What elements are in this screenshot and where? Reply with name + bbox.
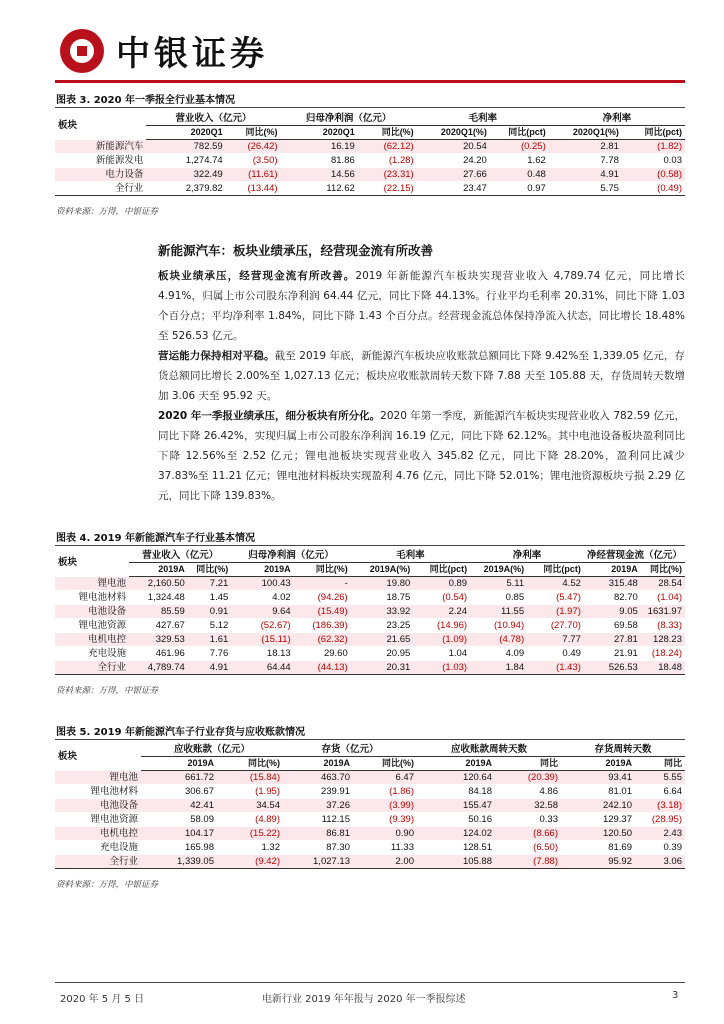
table-cell: 7.76	[188, 647, 232, 661]
table-cell: 50.16	[417, 813, 495, 827]
fig4-first-col-header: 板块	[58, 557, 78, 569]
row-label: 全行业	[55, 855, 141, 869]
table-cell: 4,789.74	[129, 661, 188, 675]
table-cell: 33.92	[351, 605, 414, 619]
table-row	[55, 182, 685, 196]
table-cell: 95.92	[561, 855, 635, 869]
paragraph-2-text: 截至 2019 年底，新能源汽车板块应收账款总额同比下降 9.42%至 1,339.05 亿元，存货总额同比增长 2.00%至 1,027.13 亿元；板块应收账款周转天数下降 7.88 天至 105.88 天，存货周转天数增加 3.06 天至 95.92 天。	[158, 350, 686, 402]
table-cell: 0.39	[635, 841, 685, 855]
table-row	[55, 813, 685, 827]
table-cell: 4.52	[527, 577, 584, 591]
fig5-group-header: 存货周转天数	[561, 743, 685, 757]
table-cell: 1.61	[188, 633, 232, 647]
fig5-group-header: 应收账款周转天数	[417, 743, 561, 757]
table-cell: 11.55	[470, 605, 527, 619]
fig5-subheader: 2019A	[561, 757, 635, 771]
paragraph-1	[158, 266, 685, 346]
table-cell: (44.13)	[294, 661, 351, 675]
table-row	[55, 168, 685, 182]
table-cell: 27.66	[417, 168, 490, 182]
table-cell: (15.84)	[217, 771, 283, 785]
fig3-subheader: 同比(pct)	[622, 126, 685, 140]
table-cell: 29.60	[294, 647, 351, 661]
table-cell: (14.96)	[413, 619, 470, 633]
table-cell: 1,339.05	[141, 855, 217, 869]
row-label: 全行业	[55, 661, 129, 675]
fig3-subheader: 同比(%)	[226, 126, 281, 140]
table-cell: 7.77	[527, 633, 584, 647]
table-cell: 0.90	[353, 827, 417, 841]
table-row	[55, 154, 685, 168]
table-cell: 4.86	[495, 785, 561, 799]
fig4-subheader: 2019A	[584, 563, 641, 577]
figure-3-title: 图表 3. 2020 年一季报全行业基本情况	[56, 95, 236, 106]
fig3-group-header: 归母净利润（亿元）	[281, 112, 417, 126]
table-cell: 427.67	[129, 619, 188, 633]
paragraph-1-text: 2019 年新能源汽车板块实现营业收入 4,789.74 亿元，同比增长 4.91%，归属上市公司股东净利润 64.44 亿元，同比下降 44.13%。行业平均毛利率 20.31%，同比下降 1.03 个百分点；平均净利率 1.84%，同比下降 1.43 个百分点。经营现金流总体保持净流入状态，同比增长 18.48%至 526.53 亿元。	[158, 270, 686, 342]
table-cell: 5.11	[470, 577, 527, 591]
table-cell: (15.22)	[217, 827, 283, 841]
table-cell: 18.48	[641, 661, 685, 675]
table-row	[55, 647, 685, 661]
table-cell: (62.32)	[294, 633, 351, 647]
table-cell: 20.54	[417, 140, 490, 154]
table-cell: 322.49	[146, 168, 225, 182]
table-cell: 315.48	[584, 577, 641, 591]
fig3-subheader: 2020Q1	[146, 126, 225, 140]
table-cell: 20.31	[351, 661, 414, 675]
table-cell: 1,027.13	[283, 855, 353, 869]
table-cell: (23.31)	[358, 168, 417, 182]
fig5-subheader: 同比	[635, 757, 685, 771]
table-cell: (15.49)	[294, 605, 351, 619]
table-cell: (28.95)	[635, 813, 685, 827]
table-cell: (4.78)	[470, 633, 527, 647]
company-name: 中银证券	[116, 34, 268, 74]
table-row	[55, 827, 685, 841]
table-cell: 23.25	[351, 619, 414, 633]
table-cell: (22.15)	[358, 182, 417, 196]
table-cell: 242.10	[561, 799, 635, 813]
fig3-group-header: 营业收入（亿元）	[146, 112, 280, 126]
table-cell: 4.91	[549, 168, 622, 182]
table-cell: 4.02	[231, 591, 293, 605]
table-cell: (1.03)	[413, 661, 470, 675]
table-cell: (5.47)	[527, 591, 584, 605]
table-cell: 16.19	[281, 140, 358, 154]
table-cell: 69.58	[584, 619, 641, 633]
fig4-subheader: 同比(pct)	[527, 563, 584, 577]
table-cell: 2,160.50	[129, 577, 188, 591]
table-cell: 0.85	[470, 591, 527, 605]
company-logo	[60, 26, 268, 75]
table-cell: 5.12	[188, 619, 232, 633]
row-label: 锂电池材料	[55, 785, 141, 799]
fig4-subheader: 2019A(%)	[351, 563, 414, 577]
table-cell: (11.61)	[226, 168, 281, 182]
table-cell: 306.67	[141, 785, 217, 799]
fig4-group-header: 归母净利润（亿元）	[231, 549, 350, 563]
row-label: 锂电池资源	[55, 813, 141, 827]
table-cell: -	[294, 577, 351, 591]
table-cell: 0.49	[527, 647, 584, 661]
table-row	[55, 633, 685, 647]
table-cell: 0.89	[413, 577, 470, 591]
fig3-subheader: 2020Q1(%)	[549, 126, 622, 140]
table-cell: (7.88)	[495, 855, 561, 869]
table-row	[55, 577, 685, 591]
table-cell: (8.66)	[495, 827, 561, 841]
row-label: 充电设施	[55, 647, 129, 661]
fig4-subheader: 2019A(%)	[470, 563, 527, 577]
table-cell: (1.28)	[358, 154, 417, 168]
row-label: 锂电池	[55, 577, 129, 591]
table-cell: (94.26)	[294, 591, 351, 605]
table-cell: (52.67)	[231, 619, 293, 633]
row-label: 充电设施	[55, 841, 141, 855]
table-cell: 28.54	[641, 577, 685, 591]
table-cell: 0.97	[490, 182, 549, 196]
row-label: 锂电池材料	[55, 591, 129, 605]
table-cell: 112.15	[283, 813, 353, 827]
table-cell: (1.86)	[353, 785, 417, 799]
table-cell: 23.47	[417, 182, 490, 196]
row-label: 全行业	[55, 182, 146, 196]
row-label: 新能源汽车	[55, 140, 146, 154]
table-cell: 2.24	[413, 605, 470, 619]
row-label: 新能源发电	[55, 154, 146, 168]
section-title: 新能源汽车：板块业绩承压，经营现金流有所改善	[158, 243, 434, 258]
table-cell: 165.98	[141, 841, 217, 855]
table-cell: 1631.97	[641, 605, 685, 619]
table-cell: (9.39)	[353, 813, 417, 827]
table-cell: (0.49)	[622, 182, 685, 196]
table-cell: 9.05	[584, 605, 641, 619]
table-cell: (27.70)	[527, 619, 584, 633]
table-cell: (18.24)	[641, 647, 685, 661]
table-cell: 1.04	[413, 647, 470, 661]
table-cell: 84.18	[417, 785, 495, 799]
fig5-group-header: 应收账款（亿元）	[141, 743, 283, 757]
table-cell: 2,379.82	[146, 182, 225, 196]
paragraph-2-lead: 营运能力保持相对平稳。	[158, 350, 275, 362]
table-row	[55, 140, 685, 154]
table-cell: 526.53	[584, 661, 641, 675]
fig4-subheader: 同比(%)	[294, 563, 351, 577]
table-cell: 129.37	[561, 813, 635, 827]
table-cell: 34.54	[217, 799, 283, 813]
table-row	[55, 785, 685, 799]
paragraph-2	[158, 346, 685, 406]
table-row	[55, 661, 685, 675]
figure-4-table	[55, 549, 685, 675]
table-cell: 81.69	[561, 841, 635, 855]
table-cell: (1.04)	[641, 591, 685, 605]
fig4-group-header: 毛利率	[351, 549, 470, 563]
paragraph-3	[158, 406, 685, 506]
table-row	[55, 855, 685, 869]
fig3-subheader: 同比(%)	[358, 126, 417, 140]
figure-4-title: 图表 4. 2019 年新能源汽车子行业基本情况	[56, 533, 256, 544]
header-rule	[55, 80, 685, 83]
table-cell: (3.50)	[226, 154, 281, 168]
table-cell: 20.95	[351, 647, 414, 661]
figure-4-rule	[55, 545, 685, 546]
footer-date: 2020 年 5 月 5 日	[60, 994, 145, 1005]
table-cell: (8.33)	[641, 619, 685, 633]
table-cell: 104.17	[141, 827, 217, 841]
table-cell: 19.80	[351, 577, 414, 591]
table-cell: 14.56	[281, 168, 358, 182]
table-cell: 1.32	[217, 841, 283, 855]
figure-5-rule	[55, 739, 685, 740]
row-label: 电池设备	[55, 605, 129, 619]
table-cell: 4.09	[470, 647, 527, 661]
table-cell: 93.41	[561, 771, 635, 785]
table-cell: 37.26	[283, 799, 353, 813]
table-cell: 124.02	[417, 827, 495, 841]
figure-5-table	[55, 743, 685, 869]
fig4-group-header: 净利率	[470, 549, 584, 563]
table-cell: 5.55	[635, 771, 685, 785]
row-label: 电机电控	[55, 827, 141, 841]
table-row	[55, 841, 685, 855]
table-cell: 0.33	[495, 813, 561, 827]
row-label: 锂电池	[55, 771, 141, 785]
row-label: 电力设备	[55, 168, 146, 182]
table-cell: 329.53	[129, 633, 188, 647]
table-row	[55, 799, 685, 813]
row-label: 锂电池资源	[55, 619, 129, 633]
table-cell: 100.43	[231, 577, 293, 591]
table-cell: 27.81	[584, 633, 641, 647]
fig5-subheader: 同比(%)	[217, 757, 283, 771]
table-cell: (9.42)	[217, 855, 283, 869]
table-cell: 87.30	[283, 841, 353, 855]
figure-3-table	[55, 112, 685, 196]
figure-3-source: 资料来源：万得，中银证券	[56, 207, 159, 217]
table-cell: 2.43	[635, 827, 685, 841]
fig3-subheader: 2020Q1	[281, 126, 358, 140]
table-cell: 82.70	[584, 591, 641, 605]
fig3-subheader: 同比(pct)	[490, 126, 549, 140]
table-cell: 1.45	[188, 591, 232, 605]
table-cell: 58.09	[141, 813, 217, 827]
fig5-subheader: 2019A	[417, 757, 495, 771]
table-cell: (6.50)	[495, 841, 561, 855]
table-cell: 661.72	[141, 771, 217, 785]
fig4-subheader: 2019A	[129, 563, 188, 577]
table-cell: 7.78	[549, 154, 622, 168]
table-cell: 21.65	[351, 633, 414, 647]
table-cell: 18.75	[351, 591, 414, 605]
table-cell: 239.91	[283, 785, 353, 799]
table-cell: 42.41	[141, 799, 217, 813]
bank-of-china-logo-icon	[60, 29, 104, 73]
table-cell: (1.97)	[527, 605, 584, 619]
table-cell: 81.86	[281, 154, 358, 168]
row-label: 电机电控	[55, 633, 129, 647]
table-cell: 3.06	[635, 855, 685, 869]
footer-title: 电新行业 2019 年年报与 2020 年一季报综述	[262, 994, 466, 1005]
table-cell: (0.25)	[490, 140, 549, 154]
table-cell: 6.47	[353, 771, 417, 785]
fig4-subheader: 同比(%)	[641, 563, 685, 577]
fig5-subheader: 同比	[495, 757, 561, 771]
table-cell: (4.89)	[217, 813, 283, 827]
figure-5-title: 图表 5. 2019 年新能源汽车子行业存货与应收账款情况	[56, 727, 306, 738]
table-cell: 4.91	[188, 661, 232, 675]
table-cell: 32.58	[495, 799, 561, 813]
table-cell: 24.20	[417, 154, 490, 168]
table-cell: 128.51	[417, 841, 495, 855]
table-cell: (1.09)	[413, 633, 470, 647]
table-cell: 81.01	[561, 785, 635, 799]
figure-5-source: 资料来源：万得，中银证券	[56, 880, 159, 890]
paragraph-3-text: 2020 年第一季度，新能源汽车板块实现营业收入 782.59 亿元，同比下降 26.42%，实现归属上市公司股东净利润 16.19 亿元，同比下降 62.12%。其中电池设备板块盈利同比下降 12.56%至 2.52 亿元；锂电池板块实现营业收入 345.82 亿元，同比下降 28.20%，盈利同比减少 37.83%至 11.21 亿元；锂电池材料板块实现盈利 4.76 亿元，同比下降 52.01%；锂电池资源板块亏损 2.29 亿元，同比下降 139.83%。	[158, 410, 685, 502]
table-cell: 0.91	[188, 605, 232, 619]
fig3-group-header: 毛利率	[417, 112, 549, 126]
fig3-group-header: 净利率	[549, 112, 685, 126]
table-cell: (62.12)	[358, 140, 417, 154]
table-cell: 9.64	[231, 605, 293, 619]
figure-4-source: 资料来源：万得，中银证券	[56, 686, 159, 696]
table-cell: 64.44	[231, 661, 293, 675]
table-cell: 5.75	[549, 182, 622, 196]
table-cell: 86.81	[283, 827, 353, 841]
row-label: 电池设备	[55, 799, 141, 813]
table-cell: (10.94)	[470, 619, 527, 633]
table-cell: 21.91	[584, 647, 641, 661]
table-cell: 6.64	[635, 785, 685, 799]
table-cell: 120.50	[561, 827, 635, 841]
fig3-first-col-header: 板块	[58, 120, 78, 132]
paragraph-1-lead: 板块业绩承压，经营现金流有所改善。	[158, 270, 356, 282]
table-cell: 1.84	[470, 661, 527, 675]
fig5-subheader: 2019A	[141, 757, 217, 771]
table-cell: (26.42)	[226, 140, 281, 154]
table-cell: 2.81	[549, 140, 622, 154]
table-row	[55, 771, 685, 785]
table-cell: 1.62	[490, 154, 549, 168]
table-cell: 1,274.74	[146, 154, 225, 168]
table-cell: (20.39)	[495, 771, 561, 785]
table-row	[55, 591, 685, 605]
table-cell: (1.95)	[217, 785, 283, 799]
fig4-subheader: 2019A	[231, 563, 293, 577]
table-cell: 782.59	[146, 140, 225, 154]
fig4-subheader: 同比(%)	[188, 563, 232, 577]
fig4-group-header: 净经营现金流（亿元）	[584, 549, 685, 563]
table-cell: 11.33	[353, 841, 417, 855]
fig5-first-col-header: 板块	[58, 751, 78, 763]
fig4-group-header: 营业收入（亿元）	[129, 549, 231, 563]
figure-3-rule	[55, 107, 685, 108]
table-cell: 461.96	[129, 647, 188, 661]
table-cell: 2.00	[353, 855, 417, 869]
table-cell: (186.39)	[294, 619, 351, 633]
footer-rule	[55, 982, 685, 983]
table-cell: (1.82)	[622, 140, 685, 154]
table-cell: (15.11)	[231, 633, 293, 647]
table-row	[55, 619, 685, 633]
table-cell: (13.44)	[226, 182, 281, 196]
table-cell: (0.54)	[413, 591, 470, 605]
table-cell: 463.70	[283, 771, 353, 785]
table-cell: 1,324.48	[129, 591, 188, 605]
table-cell: (0.58)	[622, 168, 685, 182]
table-row	[55, 605, 685, 619]
table-cell: (1.43)	[527, 661, 584, 675]
table-cell: 18.13	[231, 647, 293, 661]
table-cell: 85.59	[129, 605, 188, 619]
fig3-subheader: 2020Q1(%)	[417, 126, 490, 140]
table-cell: (3.18)	[635, 799, 685, 813]
fig5-subheader: 2019A	[283, 757, 353, 771]
table-cell: 7.21	[188, 577, 232, 591]
table-cell: 155.47	[417, 799, 495, 813]
fig5-group-header: 存货（亿元）	[283, 743, 417, 757]
table-cell: 0.48	[490, 168, 549, 182]
fig5-subheader: 同比(%)	[353, 757, 417, 771]
table-cell: 105.88	[417, 855, 495, 869]
page-number: 3	[672, 990, 679, 1001]
table-cell: 128.23	[641, 633, 685, 647]
table-cell: 120.64	[417, 771, 495, 785]
fig4-subheader: 同比(pct)	[413, 563, 470, 577]
table-cell: 112.62	[281, 182, 358, 196]
table-cell: (3.99)	[353, 799, 417, 813]
paragraph-3-lead: 2020 年一季报业绩承压，细分板块有所分化。	[158, 410, 381, 422]
table-cell: 0.03	[622, 154, 685, 168]
